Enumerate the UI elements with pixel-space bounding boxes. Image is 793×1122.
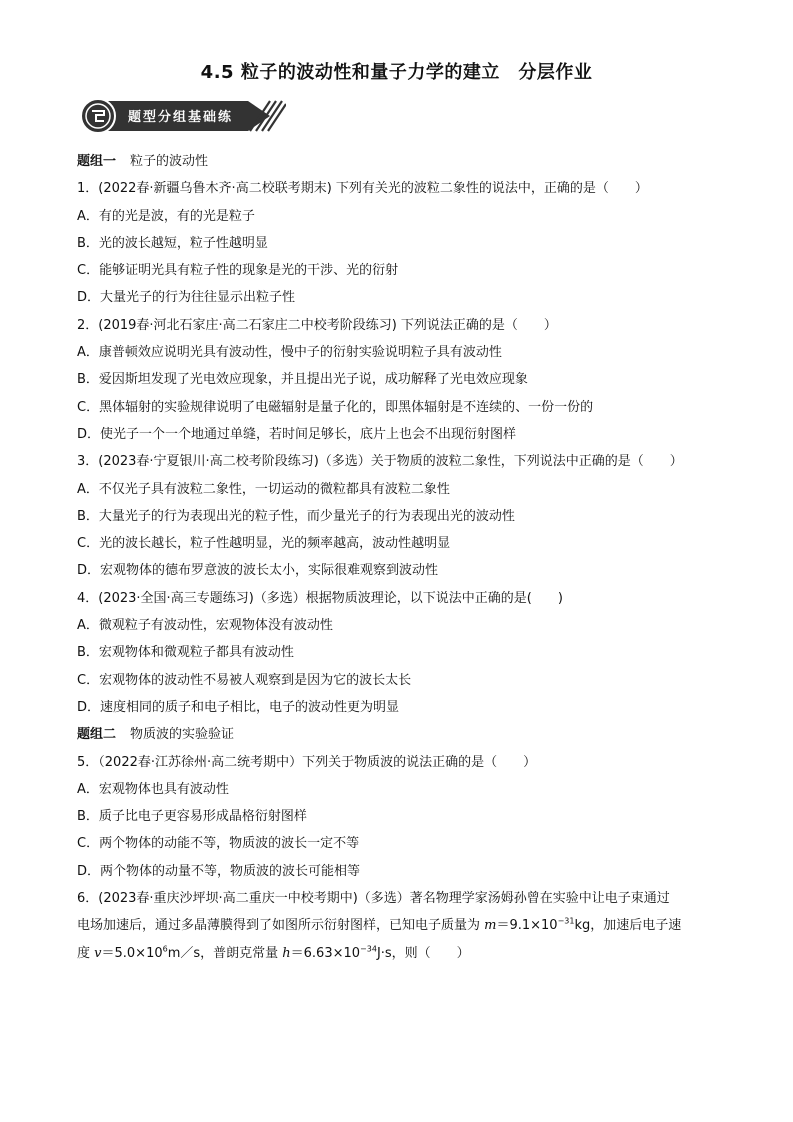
option-d: D．宏观物体的德布罗意波的波长太小，实际很难观察到波动性 <box>77 563 439 579</box>
page-title: 4.5 粒子的波动性和量子力学的建立 分层作业 <box>200 62 593 83</box>
question-stem: 2．(2019春·河北石家庄·高二石家庄二中校考阶段练习) 下列说法正确的是（ ） <box>77 317 557 333</box>
option-c: C．光的波长越长，粒子性越明显，光的频率越高，波动性越明显 <box>77 536 451 552</box>
option-b: B．质子比电子更容易形成晶格衍射图样 <box>77 809 307 825</box>
question-stem-continued: 度 $v=5.0\times 10^6m/s$，普朗克常量 $h=6.63\times 10^{-34}J\cdot s$，则（ ） <box>77 944 470 961</box>
option-d: D．大量光子的行为往往显示出粒子性 <box>77 290 296 306</box>
option-a: A．宏观物体也具有波动性 <box>77 781 229 797</box>
badge-label: 题型分组基础练 <box>128 110 234 125</box>
option-c: C．两个物体的动能不等，物质波的波长一定不等 <box>77 836 360 852</box>
option-a: A．有的光是波，有的光是粒子 <box>77 208 255 224</box>
question-stem: 4．(2023·全国·高三专题练习)（多选）根据物质波理论，以下说法中正确的是( ) <box>77 590 563 606</box>
option-b: B．光的波长越短，粒子性越明显 <box>77 235 268 251</box>
option-b: B．宏观物体和微观粒子都具有波动性 <box>77 645 294 661</box>
group-heading: 题组二 物质波的实验验证 <box>77 727 235 743</box>
section-badge <box>80 98 286 134</box>
question-list <box>77 148 717 967</box>
question-stem-continued: 电场加速后，通过多晶薄膜得到了如图所示衍射图样，已知电子质量为 $m=9.1\times 10^{-31}kg$，加速后电子速 <box>77 916 682 934</box>
question-stem: 1．(2022春·新疆乌鲁木齐·高二校联考期末) 下列有关光的波粒二象性的说法中，正确的是（ ） <box>77 181 648 197</box>
option-c: C．黑体辐射的实验规律说明了电磁辐射是量子化的，即黑体辐射是不连续的、一份一份的 <box>77 399 594 415</box>
question-stem: 3．(2023春·宁夏银川·高二校考阶段练习)（多选）关于物质的波粒二象性，下列说法中正确的是（ ） <box>77 454 683 470</box>
option-d: D．速度相同的质子和电子相比，电子的波动性更为明显 <box>77 699 400 715</box>
option-b: B．大量光子的行为表现出光的粒子性，而少量光子的行为表现出光的波动性 <box>77 508 515 524</box>
option-a: A．不仅光子具有波粒二象性，一切运动的微粒都具有波粒二象性 <box>77 481 450 497</box>
option-d: D．使光子一个一个地通过单缝，若时间足够长，底片上也会不出现衍射图样 <box>77 426 517 442</box>
option-a: A．微观粒子有波动性，宏观物体没有波动性 <box>77 618 333 634</box>
question-stem: 6．(2023春·重庆沙坪坝·高二重庆一中校考期中)（多选）著名物理学家汤姆孙曾在实验中让电子束通过 <box>77 891 670 907</box>
option-d: D．两个物体的动量不等，物质波的波长可能相等 <box>77 863 361 879</box>
question-stem: 5．（2022春·江苏徐州·高二统考期中）下列关于物质波的说法正确的是（ ） <box>77 754 537 770</box>
option-b: B．爱因斯坦发现了光电效应现象，并且提出光子说，成功解释了光电效应现象 <box>77 372 528 388</box>
group-heading: 题组一 粒子的波动性 <box>77 154 209 169</box>
option-a: A．康普顿效应说明光具有波动性，慢中子的衍射实验说明粒子具有波动性 <box>77 345 502 361</box>
option-c: C．宏观物体的波动性不易被人观察到是因为它的波长太长 <box>77 672 412 688</box>
option-c: C．能够证明光具有粒子性的现象是光的干涉、光的衍射 <box>77 263 399 279</box>
